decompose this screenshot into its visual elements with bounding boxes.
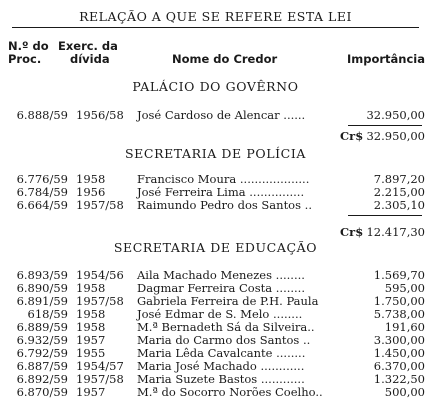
row-exerc: 1955: [76, 346, 106, 360]
row-exerc: 1957/58: [76, 294, 124, 308]
row-proc: 6.792/59: [16, 346, 68, 360]
row-exerc: 1957: [76, 333, 106, 347]
row-proc: 6.891/59: [16, 294, 68, 308]
section-total: [0, 129, 431, 144]
row-proc: 6.889/59: [16, 320, 68, 334]
table-row: [0, 385, 431, 400]
total-amount: 32.950,00: [366, 129, 425, 143]
row-exerc: 1957/58: [76, 372, 124, 386]
row-name: M.ª Bernadeth Sá da Silveira..: [137, 320, 315, 334]
subtotal-rule: [348, 125, 422, 126]
row-amount: 1.322,50: [373, 372, 425, 386]
row-exerc: 1958: [76, 172, 106, 186]
row-name: José Edmar de S. Melo ........: [137, 307, 303, 321]
section-title-policia: SECRETARIA DE POLÍCIA: [125, 146, 306, 161]
header-credor: Nome do Credor: [172, 52, 278, 66]
row-exerc: 1958: [76, 281, 106, 295]
row-proc: 618/59: [27, 307, 68, 321]
row-name: Gabriela Ferreira de P.H. Paula: [137, 294, 319, 308]
row-amount: 7.897,20: [373, 172, 425, 186]
row-name: Aila Machado Menezes ........: [137, 268, 305, 282]
row-proc: 6.932/59: [16, 333, 68, 347]
total-amount: 12.417,30: [366, 225, 425, 239]
table-row: [0, 198, 431, 213]
row-amount: 2.215,00: [373, 185, 425, 199]
table-row: [0, 108, 431, 123]
row-name: Maria José Machado ............: [137, 359, 305, 373]
row-exerc: 1954/56: [76, 268, 124, 282]
row-proc: 6.887/59: [16, 359, 68, 373]
row-exerc: 1957/58: [76, 198, 124, 212]
row-exerc: 1958: [76, 307, 106, 321]
row-amount: 191,60: [384, 320, 425, 334]
row-amount: 595,00: [384, 281, 425, 295]
row-amount: 5.738,00: [373, 307, 425, 321]
row-name: Raimundo Pedro dos Santos ..: [137, 198, 312, 212]
row-proc: 6.776/59: [16, 172, 68, 186]
row-amount: 1.450,00: [373, 346, 425, 360]
row-exerc: 1956/58: [76, 108, 124, 122]
header-importancia: Importância: [346, 52, 425, 66]
header-exerc-line2: dívida: [70, 52, 110, 66]
row-amount: 2.305,10: [373, 198, 425, 212]
row-proc: 6.870/59: [16, 385, 68, 399]
row-name: Maria Lêda Cavalcante ........: [137, 346, 306, 360]
row-amount: 1.750,00: [373, 294, 425, 308]
row-name: Dagmar Ferreira Costa ........: [137, 281, 305, 295]
section-total: [0, 225, 431, 240]
row-proc: 6.892/59: [16, 372, 68, 386]
row-name: Francisco Moura ...................: [137, 172, 310, 186]
row-exerc: 1958: [76, 320, 106, 334]
section-title-palacio: PALÁCIO DO GOVÊRNO: [132, 79, 299, 94]
row-amount: 6.370,00: [373, 359, 425, 373]
row-name: José Ferreira Lima ...............: [137, 185, 305, 199]
row-proc: 6.664/59: [16, 198, 68, 212]
row-name: José Cardoso de Alencar ......: [137, 108, 306, 122]
section-title-educacao: SECRETARIA DE EDUCAÇÃO: [113, 240, 318, 255]
row-name: Maria Suzete Bastos ............: [137, 372, 305, 386]
row-amount: 3.300,00: [373, 333, 425, 347]
row-amount: 1.569,70: [373, 268, 425, 282]
row-exerc: 1957: [76, 385, 106, 399]
header-proc-line1: N.º do: [8, 39, 49, 53]
header-exerc-line1: Exerc. da: [58, 39, 118, 53]
row-amount: 32.950,00: [366, 108, 425, 122]
row-exerc: 1954/57: [76, 359, 124, 373]
total-currency: Cr$: [340, 225, 364, 239]
total-currency: Cr$: [340, 129, 364, 143]
row-proc: 6.888/59: [16, 108, 68, 122]
row-amount: 500,00: [384, 385, 425, 399]
header-proc-line2: Proc.: [8, 52, 42, 66]
title-rule: [12, 27, 419, 28]
row-proc: 6.784/59: [16, 185, 68, 199]
row-name: M.ª do Socorro Norões Coelho..: [137, 385, 323, 399]
row-name: Maria do Carmo dos Santos ..: [137, 333, 311, 347]
row-proc: 6.890/59: [16, 281, 68, 295]
row-exerc: 1956: [76, 185, 106, 199]
page-title: RELAÇÃO A QUE SE REFERE ESTA LEI: [79, 9, 352, 24]
subtotal-rule: [348, 215, 422, 216]
row-proc: 6.893/59: [16, 268, 68, 282]
